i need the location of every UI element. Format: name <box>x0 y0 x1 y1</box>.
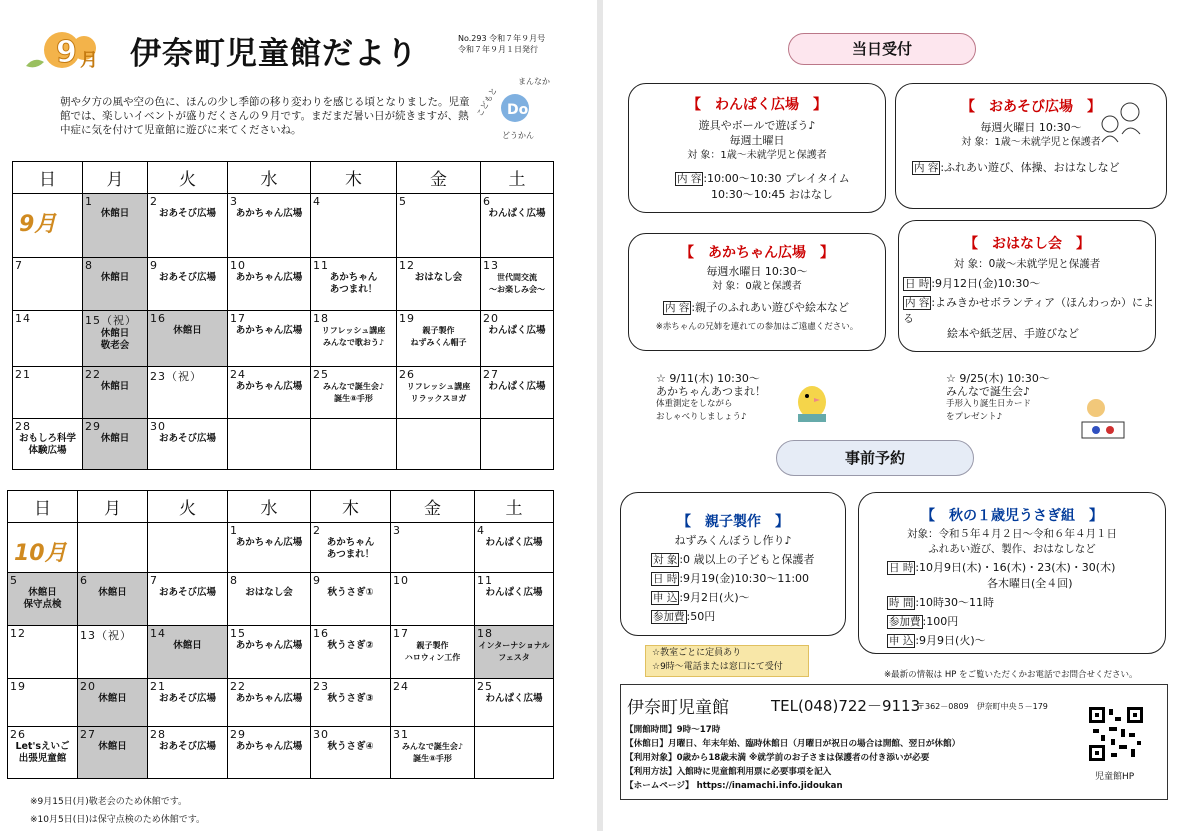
day-event: おあそび広場 <box>158 208 216 219</box>
calendar-day-cell <box>8 679 78 727</box>
chick-icon <box>792 376 832 424</box>
calendar-day-cell <box>8 573 78 626</box>
day-event: あかちゃん広場 <box>235 325 303 336</box>
day-event: 休館日 敬老会 <box>100 328 130 351</box>
day-event: 親子製作 ねずみくん帽子 <box>410 326 467 347</box>
weekday-header: 金 <box>397 162 481 194</box>
weekday-header: 月 <box>83 162 148 194</box>
craft-target: :0 歳以上の子どもと保護者 <box>679 553 815 566</box>
weekday-header: 土 <box>475 491 554 523</box>
day-event: 親子製作 ハロウィン工作 <box>404 641 461 662</box>
children-playing-icon <box>1096 98 1148 144</box>
day-number: 21 <box>15 368 31 381</box>
calendar-day-cell <box>311 727 391 779</box>
page-divider <box>597 0 603 831</box>
oasobi-title: 【 おあそび広場 】 <box>961 99 1101 115</box>
craft-apply-label: 申 込 <box>653 592 678 604</box>
calendar-day-cell <box>311 258 397 311</box>
day-number: 26 <box>399 368 415 381</box>
october-calendar <box>7 490 554 779</box>
wanpaku-content-label: 内 容 <box>677 173 702 185</box>
craft-fee: :50円 <box>686 610 716 623</box>
day-number: 9 <box>313 574 321 587</box>
day-event: おあそび広場 <box>158 587 216 598</box>
calendar-day-cell <box>228 679 311 727</box>
day-event: インターナショナル フェスタ <box>478 641 550 662</box>
day-event: 休館日 <box>173 325 202 336</box>
weekday-header: 火 <box>148 491 228 523</box>
weekday-header: 水 <box>228 491 311 523</box>
craft-title: 【 親子製作 】 <box>677 514 789 530</box>
day-number: 13（祝） <box>80 629 132 642</box>
day-number: 10 <box>230 259 246 272</box>
day-number: 30 <box>313 728 329 741</box>
day-event: 秋うさぎ③ <box>327 693 374 704</box>
usagi-fee: :100円 <box>922 615 959 628</box>
day-event: あかちゃん広場 <box>235 272 303 283</box>
usagi-title: 【 秋の１歳児うさぎ組 】 <box>921 508 1103 524</box>
calendar-day-cell <box>397 194 481 258</box>
day-number: 7 <box>15 259 23 272</box>
day-number: 22 <box>230 680 246 693</box>
calendar-day-cell <box>475 626 554 679</box>
day-number: 19 <box>399 312 415 325</box>
footer-hours: 【開館時間】9時～17時 <box>625 725 721 735</box>
calendar-day-cell <box>228 573 311 626</box>
calendar-day-cell <box>83 194 148 258</box>
weekday-header: 土 <box>481 162 554 194</box>
akachan-day: 毎週水曜日 10:30～ <box>706 265 808 278</box>
day-number: 23 <box>313 680 329 693</box>
calendar-day-cell <box>475 573 554 626</box>
weekday-header: 水 <box>228 162 311 194</box>
day-event: 休館日 <box>98 587 127 598</box>
ohanashi-content: :よみきかせボランティア（ほんわっか）による <box>903 296 1155 325</box>
day-number: 19 <box>10 680 26 693</box>
day-number: 25 <box>477 680 493 693</box>
reservation-note <box>645 645 809 677</box>
calendar-day-cell <box>8 523 78 573</box>
calendar-day-cell <box>311 367 397 419</box>
reservation-note-2: ☆9時～電話または窓口にて受付 <box>652 662 783 672</box>
calendar-day-cell <box>397 367 481 419</box>
day-number: 2 <box>313 524 321 537</box>
calendar-day-cell <box>311 194 397 258</box>
day-number: 6 <box>80 574 88 587</box>
usagi-fee-label: 参加費 <box>889 616 921 628</box>
calendar-day-cell <box>78 573 148 626</box>
calendar-day-cell <box>391 573 475 626</box>
calendar-day-cell <box>311 523 391 573</box>
day-number: 7 <box>150 574 158 587</box>
day-number: 27 <box>80 728 96 741</box>
day-event: 休館日 <box>100 208 130 219</box>
day-number: 8 <box>85 259 93 272</box>
day-number: 1 <box>230 524 238 537</box>
calendar-day-cell <box>481 311 554 367</box>
usagi-apply: :9月9日(火)～ <box>915 634 986 647</box>
calendar-day-cell <box>83 419 148 470</box>
calendar-day-cell <box>397 311 481 367</box>
calendar-day-cell <box>148 194 228 258</box>
wanpaku-time2: 10:30～10:45 おはなし <box>711 188 833 201</box>
wanpaku-day: 毎週土曜日 <box>729 134 785 147</box>
usagi-date-label: 日 時 <box>889 562 914 574</box>
intro-text: 朝や夕方の風や空の色に、ほんの少し季節の移り変わりを感じる頃となりました。児童館では、楽しいイベントが盛りだくさんの９月です。まだまだ暑い日が続きますが、熱中症に気を付けて児童館に遊びに来てくださいね。 <box>60 96 470 136</box>
day-event: 秋うさぎ① <box>327 587 374 598</box>
day-event: おあそび広場 <box>158 741 216 752</box>
day-number: 12 <box>399 259 415 272</box>
reservation-note-1: ☆教室ごとに定員あり <box>652 648 742 658</box>
reserve-heading: 事前予約 <box>776 440 974 476</box>
day-number: 16 <box>150 312 166 325</box>
ohanashi-box <box>898 220 1156 352</box>
issue-info <box>458 33 545 55</box>
day-event: あかちゃん広場 <box>235 741 303 752</box>
calendar-day-cell <box>311 311 397 367</box>
day-number: 2 <box>150 195 158 208</box>
svg-text:こどもと: こどもと <box>474 85 499 119</box>
day-number: 3 <box>393 524 401 537</box>
calendar-day-cell <box>8 626 78 679</box>
day-event: 休館日 <box>100 272 130 283</box>
calendar-day-cell <box>481 419 554 470</box>
day-event: あかちゃん あつまれ！ <box>329 272 378 295</box>
day-event: あかちゃん広場 <box>235 693 303 704</box>
ohanashi-date-label: 日 時 <box>905 278 930 290</box>
calendar-day-cell <box>78 679 148 727</box>
issue-date: 令和７年９月１日発行 <box>458 45 538 54</box>
footer-name: 伊奈町児童館 <box>627 698 729 718</box>
akachan-title: 【 あかちゃん広場 】 <box>680 245 834 261</box>
day-event: 休館日 <box>98 693 127 704</box>
issue-number: No.293 令和７年９月号 <box>458 34 546 43</box>
svg-text:9: 9 <box>56 35 77 70</box>
calendar-day-cell <box>13 194 83 258</box>
day-number: 28 <box>150 728 166 741</box>
calendar-day-cell <box>83 367 148 419</box>
day-number: 4 <box>477 524 485 537</box>
calendar-day-cell <box>228 311 311 367</box>
wanpaku-box <box>628 83 886 213</box>
same-day-heading: 当日受付 <box>788 33 976 65</box>
day-number: 27 <box>483 368 499 381</box>
calendar-day-cell <box>148 727 228 779</box>
day-event: わんぱく広場 <box>488 325 546 336</box>
calendar-day-cell <box>13 367 83 419</box>
weekday-header: 木 <box>311 491 391 523</box>
usagi-apply-label: 申 込 <box>889 635 914 647</box>
month-logo-icon: 9月 <box>19 212 57 237</box>
day-number: 22 <box>85 368 101 381</box>
calendar-day-cell <box>148 419 228 470</box>
calendar-day-cell <box>228 258 311 311</box>
weekday-header: 日 <box>8 491 78 523</box>
calendar-day-cell <box>397 419 481 470</box>
akachan-box <box>628 233 886 351</box>
ohanashi-date: :9月12日(金)10:30～ <box>931 277 1041 290</box>
day-event: おはなし会 <box>245 587 293 598</box>
akachan-note: ※赤ちゃんの兄姉を連れての参加はご遠慮ください。 <box>655 322 859 332</box>
calendar-day-cell <box>481 194 554 258</box>
day-event: 休館日 <box>173 640 202 651</box>
event-0925-desc2: をプレゼント♪ <box>946 412 1003 422</box>
craft-desc: ねずみくんぼうし作り♪ <box>674 534 792 547</box>
event-0925-title: みんなで誕生会♪ <box>946 385 1031 398</box>
calendar-day-cell <box>148 626 228 679</box>
day-number: 4 <box>313 195 321 208</box>
event-0911-desc1: 体重測定をしながら <box>656 399 733 409</box>
event-0911 <box>656 372 766 424</box>
ohanashi-content2: 絵本や紙芝居、手遊びなど <box>947 327 1079 340</box>
wanpaku-title: 【 わんぱく広場 】 <box>687 97 827 113</box>
calendar-day-cell <box>83 311 148 367</box>
calendar-day-cell <box>391 727 475 779</box>
calendar-day-cell <box>391 679 475 727</box>
usagi-dates: :10月9日(木)・16(木)・23(木)・30(木) <box>915 561 1116 574</box>
calendar-day-cell <box>311 419 397 470</box>
day-event: わんぱく広場 <box>485 537 543 548</box>
svg-text:月: 月 <box>80 50 98 71</box>
oasobi-target: 対 象：1歳～未就学児と保護者 <box>961 137 1101 148</box>
footer-closed: 【休館日】月曜日、年末年始、臨時休館日（月曜日が祝日の場合は開館、翌日が休館） <box>625 739 961 749</box>
day-number: 17 <box>393 627 409 640</box>
ohanashi-target: 対 象：0歳～未就学児と保護者 <box>953 258 1101 270</box>
footer-usage: 【利用方法】入館時に児童館利用票に必要事項を記入 <box>625 767 832 777</box>
day-event: おあそび広場 <box>158 433 216 444</box>
oasobi-box <box>895 83 1167 209</box>
calendar-day-cell <box>78 727 148 779</box>
september-logo-icon <box>22 26 108 76</box>
usagi-sessions: 各木曜日(全４回) <box>987 577 1073 590</box>
calendar-day-cell <box>228 194 311 258</box>
day-number: 14 <box>15 312 31 325</box>
day-number: 10 <box>393 574 409 587</box>
usagi-content: ふれあい遊び、製作、おはなしなど <box>928 543 1096 555</box>
day-number: 6 <box>483 195 491 208</box>
wanpaku-desc: 遊具やボールで遊ぼう♪ <box>698 119 816 132</box>
month-logo-icon: 10月 <box>14 541 67 566</box>
event-0911-desc2: おしゃべりしましょう♪ <box>656 412 747 422</box>
akachan-content: :親子のふれあい遊びや絵本など <box>691 301 850 314</box>
footer-info <box>620 684 1168 800</box>
day-number: 18 <box>313 312 329 325</box>
day-number: 29 <box>230 728 246 741</box>
usagi-target: 対象：令和５年４月２日～令和６年４月１日 <box>907 528 1117 540</box>
calendar-day-cell <box>83 258 148 311</box>
day-number: 5 <box>399 195 407 208</box>
calendar-day-cell <box>78 523 148 573</box>
day-event: みんなで誕生会♪ 誕生⑧手形 <box>322 382 385 403</box>
event-0911-title: あかちゃんあつまれ！ <box>656 385 766 398</box>
latest-info-note: ※最新の情報は HP をご覧いただくかお電話でお問合せください。 <box>884 670 1138 680</box>
footer-address: 〒362－0809 伊奈町中央５－179 <box>917 702 1048 711</box>
akachan-target: 対 象：0歳と保護者 <box>712 281 802 292</box>
calendar-day-cell <box>311 626 391 679</box>
day-number: 15（祝） <box>85 314 137 327</box>
day-number: 25 <box>313 368 329 381</box>
oasobi-day: 毎週火曜日 10:30～ <box>980 121 1082 134</box>
craft-box <box>620 492 846 636</box>
calendar-day-cell <box>148 573 228 626</box>
day-event: わんぱく広場 <box>488 208 546 219</box>
day-event: 世代間交流 ～お楽しみ会～ <box>489 273 545 294</box>
day-number: 1 <box>85 195 93 208</box>
day-event: おはなし会 <box>414 272 463 283</box>
craft-target-label: 対 象 <box>653 554 678 566</box>
day-number: 8 <box>230 574 238 587</box>
footer-rows <box>625 723 960 793</box>
calendar-day-cell <box>228 523 311 573</box>
calendar-day-cell <box>311 679 391 727</box>
craft-fee-label: 参加費 <box>653 611 685 623</box>
day-number: 11 <box>477 574 493 587</box>
weekday-header: 火 <box>148 162 228 194</box>
calendar-day-cell <box>481 367 554 419</box>
calendar-day-cell <box>391 523 475 573</box>
qr-label: 児童館HP <box>1095 772 1135 782</box>
event-0925-date: ☆ 9/25(木) 10:30～ <box>946 372 1050 385</box>
event-0925-desc1: 手形入り誕生日カード <box>946 399 1032 409</box>
calendar-day-cell <box>78 626 148 679</box>
note-sep: ※9月15日(月)敬老会のため休館です。 <box>30 797 188 807</box>
event-0925 <box>946 372 1050 424</box>
day-event: あかちゃん あつまれ！ <box>326 537 375 560</box>
day-number: 14 <box>150 627 166 640</box>
day-event: わんぱく広場 <box>485 693 543 704</box>
svg-text:どうかん: どうかん <box>502 131 534 140</box>
day-number: 21 <box>150 680 166 693</box>
day-event: おあそび広場 <box>158 693 216 704</box>
day-number: 12 <box>10 627 26 640</box>
day-event: 休館日 保守点検 <box>23 587 62 610</box>
weekday-header: 月 <box>78 491 148 523</box>
footer-homepage: 【ホームページ】 https://inamachi.info.jidoukan <box>625 781 843 791</box>
day-number: 23（祝） <box>150 370 202 383</box>
day-event: Let'sえいご 出張児童館 <box>15 741 70 764</box>
calendar-day-cell <box>13 419 83 470</box>
day-number: 24 <box>230 368 246 381</box>
oasobi-content-label: 内 容 <box>914 162 939 174</box>
akachan-content-label: 内 容 <box>665 302 690 314</box>
calendar-day-cell <box>228 419 311 470</box>
day-number: 16 <box>313 627 329 640</box>
calendar-day-cell <box>148 311 228 367</box>
day-event: 休館日 <box>100 433 130 444</box>
day-event: わんぱく広場 <box>485 587 543 598</box>
calendar-day-cell <box>481 258 554 311</box>
oasobi-content: :ふれあい遊び、体操、おはなしなど <box>940 161 1120 174</box>
craft-date-label: 日 時 <box>653 573 678 585</box>
calendar-day-cell <box>13 311 83 367</box>
footer-target: 【利用対象】0歳から18歳未満 ※就学前のお子さまは保護者の付き添いが必要 <box>625 753 930 763</box>
svg-text:まんなか: まんなか <box>518 77 550 86</box>
day-number: 28 <box>15 420 31 433</box>
wanpaku-time1: :10:00～10:30 プレイタイム <box>703 172 850 185</box>
day-event: 秋うさぎ② <box>327 640 374 651</box>
calendar-day-cell <box>475 679 554 727</box>
day-number: 17 <box>230 312 246 325</box>
day-event: あかちゃん広場 <box>235 640 303 651</box>
day-event: わんぱく広場 <box>488 381 546 392</box>
svg-text:Do: Do <box>507 102 529 118</box>
day-event: あかちゃん広場 <box>235 208 303 219</box>
calendar-day-cell <box>228 367 311 419</box>
calendar-day-cell <box>228 727 311 779</box>
calendar-day-cell <box>475 727 554 779</box>
calendar-day-cell <box>13 258 83 311</box>
day-event: あかちゃん広場 <box>235 537 303 548</box>
calendar-day-cell <box>8 727 78 779</box>
jidoukan-mascot-icon <box>474 72 556 144</box>
wanpaku-target: 対 象：1歳～未就学児と保護者 <box>687 150 827 161</box>
day-number: 18 <box>477 627 493 640</box>
day-number: 15 <box>230 627 246 640</box>
day-event: 秋うさぎ④ <box>327 741 374 752</box>
day-number: 13 <box>483 259 499 272</box>
calendar-day-cell <box>228 626 311 679</box>
handprint-card-icon <box>1078 396 1128 442</box>
september-calendar <box>12 161 554 470</box>
day-number: 11 <box>313 259 329 272</box>
footer-tel: TEL(048)722－9113 <box>771 697 921 715</box>
day-event: あかちゃん広場 <box>235 381 303 392</box>
day-number: 26 <box>10 728 26 741</box>
calendar-day-cell <box>148 679 228 727</box>
day-number: 20 <box>483 312 499 325</box>
day-event: リフレッシュ講座 リラックスヨガ <box>406 382 471 403</box>
qr-code-icon[interactable] <box>1087 705 1145 763</box>
day-event: 休館日 <box>98 741 127 752</box>
usagi-time: :10時30～11時 <box>915 596 995 609</box>
weekday-header: 金 <box>391 491 475 523</box>
calendar-day-cell <box>397 258 481 311</box>
day-number: 5 <box>10 574 18 587</box>
day-event: おもしろ科学 体験広場 <box>18 433 76 456</box>
craft-date: :9月19(金)10:30～11:00 <box>679 572 810 585</box>
day-event: リフレッシュ講座 みんなで歌おう♪ <box>321 326 386 347</box>
usagi-box <box>858 492 1166 654</box>
day-event: 休館日 <box>100 381 130 392</box>
day-number: 29 <box>85 420 101 433</box>
day-event: おあそび広場 <box>158 272 216 283</box>
calendar-day-cell <box>148 258 228 311</box>
ohanashi-title: 【 おはなし会 】 <box>964 236 1090 252</box>
page-title: 伊奈町児童館だより <box>130 36 418 72</box>
weekday-header: 日 <box>13 162 83 194</box>
day-number: 3 <box>230 195 238 208</box>
craft-apply: :9月2日(火)～ <box>679 591 750 604</box>
day-number: 31 <box>393 728 409 741</box>
day-number: 20 <box>80 680 96 693</box>
day-number: 9 <box>150 259 158 272</box>
day-number: 30 <box>150 420 166 433</box>
ohanashi-content-label: 内 容 <box>905 297 930 309</box>
usagi-time-label: 時 間 <box>889 597 914 609</box>
calendar-day-cell <box>148 523 228 573</box>
note-oct: ※10月5日(日)は保守点検のため休館です。 <box>30 815 206 825</box>
event-0911-date: ☆ 9/11(木) 10:30～ <box>656 372 760 385</box>
calendar-day-cell <box>148 367 228 419</box>
calendar-day-cell <box>311 573 391 626</box>
calendar-day-cell <box>391 626 475 679</box>
calendar-day-cell <box>475 523 554 573</box>
day-number: 24 <box>393 680 409 693</box>
weekday-header: 木 <box>311 162 397 194</box>
day-event: みんなで誕生会♪ 誕生⑧手形 <box>401 742 464 763</box>
